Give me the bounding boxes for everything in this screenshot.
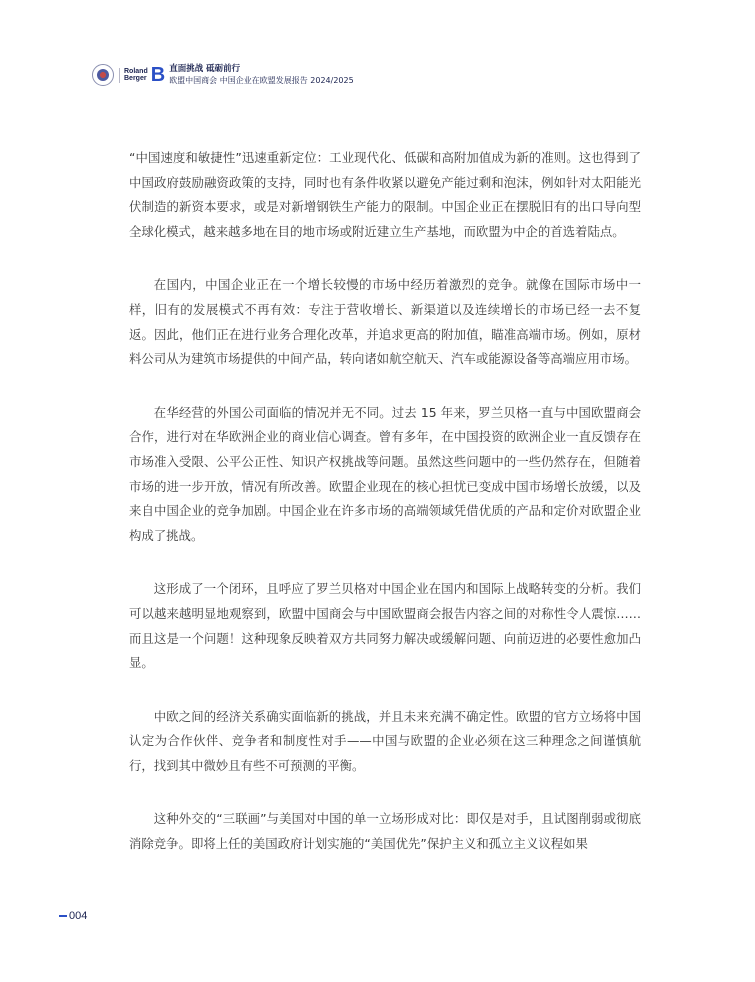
paragraph-5: 中欧之间的经济关系确实面临新的挑战，并且未来充满不确定性。欧盟的官方立场将中国认定为合作伙伴、竞争者和制度性对手——中国与欧盟的企业必须在这三种理念之间谨慎航行，找到其中微妙且有些不可预测的平衡。 xyxy=(129,708,641,773)
paragraph-3: 在华经营的外国公司面临的情况并无不同。过去 15 年来，罗兰贝格一直与中国欧盟商会合作，进行对在华欧洲企业的商业信心调查。曾有多年，在中国投资的欧洲企业一直反馈存在市场准入受限、公平公正性、知识产权挑战等问题。虽然这些问题中的一些仍然存在，但随着市场的进一步开放，情况有所改善。欧盟企业现在的核心担忧已变成中国市场增长放缓，以及来自中国企业的竞争加剧。中国企业在许多市场的高端领域凭借优质的产品和定价对欧盟企业构成了挑战。 xyxy=(129,404,641,543)
body-text xyxy=(129,146,641,886)
chamber-seal-logo xyxy=(92,64,114,86)
page-number-dash xyxy=(59,915,67,917)
paragraph-4: 这形成了一个闭环，且呼应了罗兰贝格对中国企业在国内和国际上战略转变的分析。我们可以越来越明显地观察到，欧盟中国商会与中国欧盟商会报告内容之间的对称性令人震惊……而且这是一个问题！这种现象反映着双方共同努力解决或缓解问题、向前迈进的必要性愈加凸显。 xyxy=(129,581,641,671)
roland-berger-b-logo: B xyxy=(150,64,166,86)
roland-berger-wordmark xyxy=(119,68,148,83)
report-subtitle: 欧盟中国商会 中国企业在欧盟发展报告 2024/2025 xyxy=(169,76,354,85)
paragraph-1: “中国速度和敏捷性”迅速重新定位：工业现代化、低碳和高附加值成为新的准则。这也得到了中国政府鼓励融资政策的支持，同时也有条件收紧以避免产能过剩和泡沫，例如针对太阳能光伏制造的新资本要求，或是对新增钢铁生产能力的限制。中国企业正在摆脱旧有的出口导向型全球化模式，越来越多地在目的地市场或附近建立生产基地，而欧盟为中企的首选着陆点。 xyxy=(129,150,641,239)
wordmark-line-2: Berger xyxy=(124,75,147,82)
report-header xyxy=(92,62,354,88)
wordmark-line-1: Roland xyxy=(124,67,148,75)
seal-emblem-icon xyxy=(97,69,109,81)
page-number-text: 004 xyxy=(69,910,88,922)
header-titles xyxy=(169,64,354,86)
paragraph-6: 这种外交的“三联画”与美国对中国的单一立场形成对比：即仅是对手，且试图削弱或彻底消除竞争。即将上任的美国政府计划实施的“美国优先”保护主义和孤立主义议程如果 xyxy=(129,811,641,852)
page-number xyxy=(59,910,87,922)
paragraph-2: 在国内，中国企业正在一个增长较慢的市场中经历着激烈的竞争。就像在国际市场中一样，旧有的发展模式不再有效：专注于营收增长、新渠道以及连续增长的市场已经一去不复返。因此，他们正在进行业务合理化改革，并追求更高的附加值，瞄准高端市场。例如，原材料公司从为建筑市场提供的中间产品，转向诸如航空航天、汽车或能源设备等高端应用市场。 xyxy=(129,277,641,367)
report-title: 直面挑战 砥砺前行 xyxy=(169,64,241,74)
